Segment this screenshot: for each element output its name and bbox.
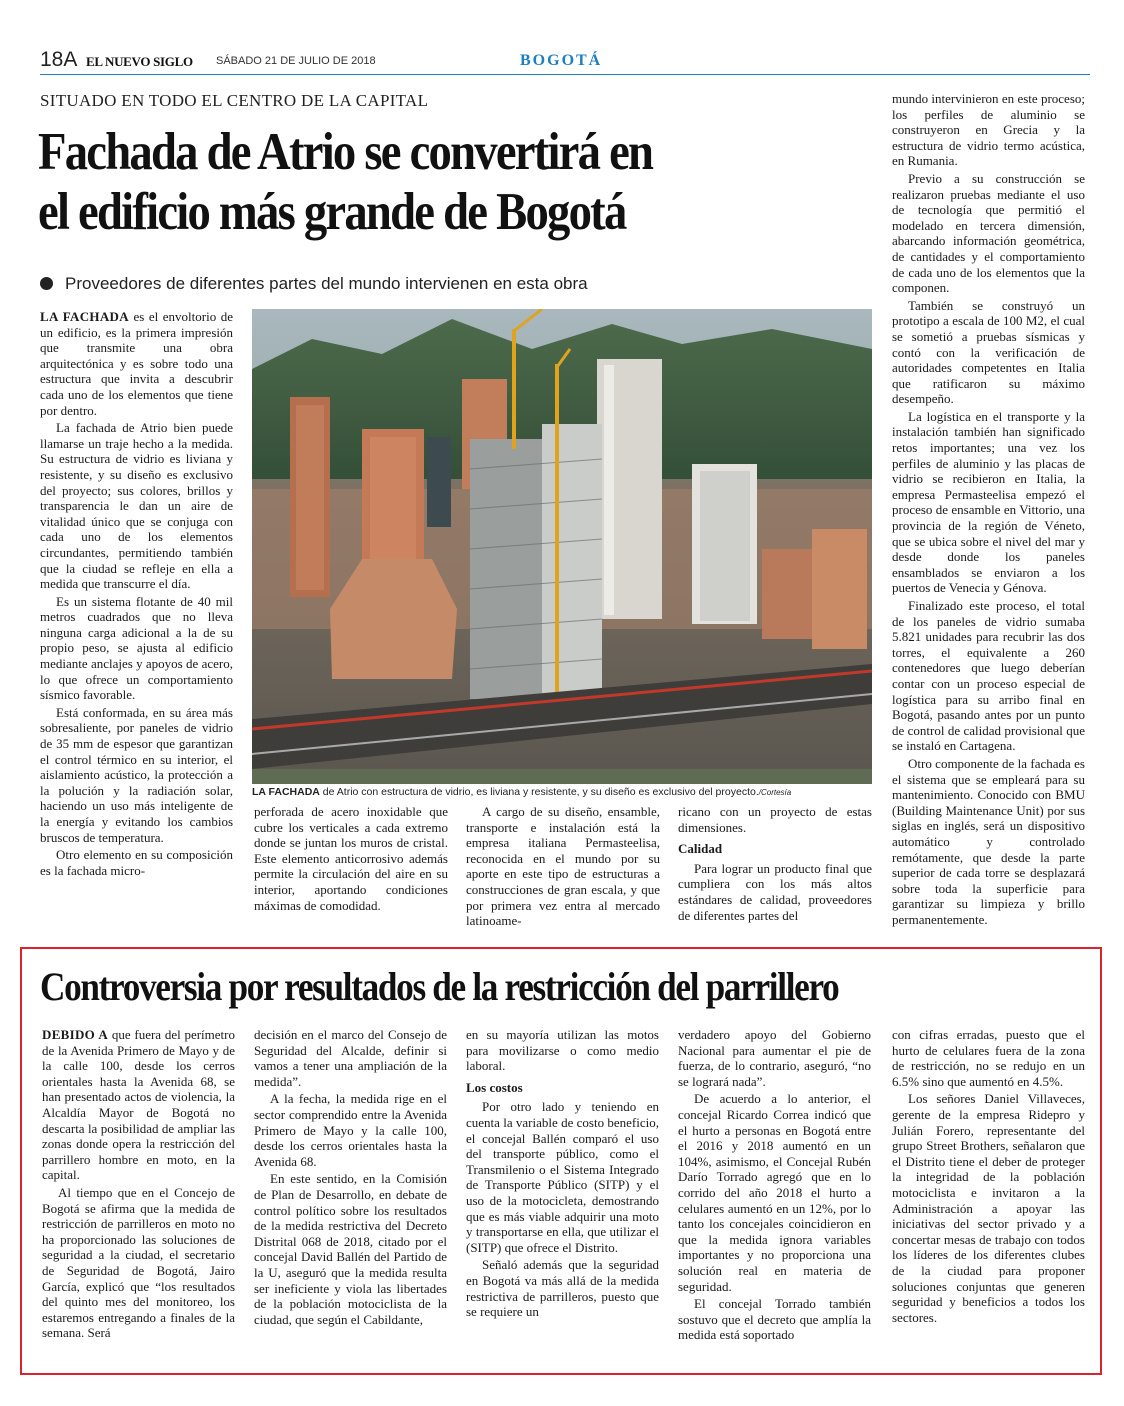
paragraph: ricano con un proyecto de estas dimensiones. bbox=[678, 804, 872, 835]
paragraph: Los señores Daniel Villaveces, gerente de la empresa Ridepro y Julián Forero, representante del grupo Street Brothers, señalaron que el Distrito tiene el deber de proteger la integridad de la población motociclista e invitaron a la Administración a apoyar las iniciativas del sector privado y a concertar mesas de trabajo con todos los líderes de los diferentes clubes de la ciudad para proponer soluciones conjuntas que generen seguridad y beneficios a todos los sectores. bbox=[892, 1091, 1085, 1325]
article2-column-3 bbox=[466, 1027, 659, 1322]
paragraph: LA FACHADA es el envoltorio de un edificio, es la primera impresión que transmite una obra arquitectónica y es sobre todo una estructura que invita a descubrir cada uno de los elementos que tiene por dentro. bbox=[40, 309, 233, 418]
photo-caption bbox=[252, 786, 872, 798]
photo-credit: /Cortesía bbox=[758, 788, 792, 797]
paragraph: A cargo de su diseño, ensamble, transporte e instalación está la empresa italiana Permasteelisa, reconocida en el mundo por su aporte en este tipo de estructuras a construcciones de gran escala, y que por primera vez entra al mercado latinoame- bbox=[466, 804, 660, 929]
city-skyline-illustration bbox=[252, 309, 872, 784]
lead-in: LA FACHADA bbox=[40, 309, 129, 324]
article1-column-3 bbox=[466, 804, 660, 931]
paragraph: mundo intervinieron en este proceso; los perfiles de aluminio se construyeron en Grecia y la estructura de vidrio termo acústica, en Rumania. bbox=[892, 91, 1085, 169]
article1-column-5 bbox=[892, 91, 1085, 929]
caption-lead: LA FACHADA bbox=[252, 786, 320, 798]
bullet-icon bbox=[40, 277, 53, 290]
article2-column-1 bbox=[42, 1027, 235, 1343]
paragraph: A la fecha, la medida rige en el sector comprendido entre la Avenida Primero de Mayo y la calle 100, desde los cerros orientales hasta la Avenida 68. bbox=[254, 1091, 447, 1169]
paragraph: Por otro lado y teniendo en cuenta la variable de costo beneficio, el concejal Ballén comparó el uso del transporte público, como el Transmilenio o el Sistema Integrado de Transporte Público (SITP) y el uso de la motocicleta, demostrando que es más viable adquirir una moto y transportarse en ella, que utilizar el (SITP) que ofrece el Distrito. bbox=[466, 1099, 659, 1255]
paragraph: decisión en el marco del Consejo de Seguridad del Alcalde, definir si vamos a tener una ampliación de la medida”. bbox=[254, 1027, 447, 1089]
paragraph: Otro componente de la fachada es el sistema que se empleará para su mantenimiento. Conocido con BMU (Building Maintenance Unit) por sus siglas en inglés, será un dispositivo automático y controlado remótamente, que desde la parte superior de cada torre se desplazará sobre toda la superficie para garantizar su limpieza y brillo permanentemente. bbox=[892, 755, 1085, 927]
subhead-text: Proveedores de diferentes partes del mundo intervienen en esta obra bbox=[65, 274, 588, 293]
paragraph: Al tiempo que en el Concejo de Bogotá se afirma que la medida de restricción de parrilleros en moto no ha proporcionado las soluciones de seguridad a la ciudad, el secretario de Seguridad de Bogotá, Jairo García, explicó que “los resultados del quinto mes del monitoreo, los estaremos entregando a finales de la semana. Será bbox=[42, 1184, 235, 1341]
paragraph: La logística en el transporte y la instalación también han significado retos importantes; una vez los perfiles de aluminio y las placas de vidrio se recibieron en Italia, la empresa Permasteelisa empezó el proceso de ensamble en Vittorio, una provincia de la región de Véneto, que se ubica sobre el nivel del mar y desde donde los paneles ensamblados se enviaron a los puertos de Venecia y Génova. bbox=[892, 408, 1085, 596]
paragraph: DEBIDO A que fuera del perímetro de la Avenida Primero de Mayo y de la calle 100, desde los cerros orientales hasta la Avenida 68, se han presentado actos de violencia, la Alcaldía Mayor de Bogotá no descarta la posibilidad de ampliar las zonas donde opera la restricción del parrillero hombre en moto, en la capital. bbox=[42, 1027, 235, 1183]
section-subhead: Los costos bbox=[466, 1079, 523, 1095]
article1-column-1 bbox=[40, 309, 233, 880]
article1-column-4 bbox=[678, 804, 872, 925]
paragraph: Otro elemento en su composición es la fachada micro- bbox=[40, 847, 233, 878]
folio bbox=[40, 46, 1090, 76]
paragraph: La fachada de Atrio bien puede llamarse un traje hecho a la medida. Su estructura de vidrio es liviana y resistente, y su diseño es exclusivo del proyecto; sus colores, brillos y transparencia le dan un aire de vitalidad único que se conjuga con cada uno de los elementos circundantes, permitiendo también que la ciudad se refleje en ella a medida que transcurre el día. bbox=[40, 420, 233, 592]
paragraph: verdadero apoyo del Gobierno Nacional para aumentar el pie de fuerza, de lo contrario, aseguró, “no se logrará nada”. bbox=[678, 1027, 871, 1089]
headline-line-2: el edificio más grande de Bogotá bbox=[38, 183, 626, 241]
paragraph: De acuerdo a lo anterior, el concejal Ricardo Correa indicó que el hurto a personas en Bogotá entre el 2016 y 2018 aumentó en un 104%, asimismo, el Concejal Rubén Darío Torrado agregó que en lo corrido del año 2018 el hurto a celulares aumentó en un 12%, por lo tanto los concejales coincidieron en que la medida ignora variables importantes y no proporciona una solución real en materia de seguridad. bbox=[678, 1091, 871, 1294]
paragraph: Finalizado este proceso, el total de los paneles de vidrio sumaba 5.821 unidades para recubrir las dos torres, el equivalente a 260 contenedores que luego deberían contar con un proceso especial de logística para su arribo final en Bogotá, pasando antes por un punto de control de calidad provisional que se instaló en Cartagena. bbox=[892, 598, 1085, 754]
article2-column-2 bbox=[254, 1027, 447, 1329]
issue-date: SÁBADO 21 DE JULIO DE 2018 bbox=[216, 55, 376, 67]
headline-line-1: Fachada de Atrio se convertirá en bbox=[38, 123, 653, 181]
page-number: 18A bbox=[40, 48, 78, 71]
paragraph: Previo a su construcción se realizaron pruebas mediante el uso de tecnología que permitió el modelado en tercera dimensión, abarcando información geométrica, de cantidades y el comportamiento de cada uno de los elementos que la componen. bbox=[892, 170, 1085, 296]
folio-rule bbox=[40, 74, 1090, 75]
article-kicker: SITUADO EN TODO EL CENTRO DE LA CAPITAL bbox=[40, 91, 429, 110]
section-name: BOGOTÁ bbox=[520, 52, 603, 69]
paragraph: También se construyó un prototipo a escala de 100 M2, el cual se sometió a pruebas sísmicas y contó con la verificación de autoridades competentes en Italia que ratificaron su máximo desempeño. bbox=[892, 297, 1085, 407]
paragraph: Señaló además que la seguridad en Bogotá va más allá de la medida restrictiva de parrilleros, puesto que se requiere un bbox=[466, 1257, 659, 1320]
newspaper-name: EL NUEVO SIGLO bbox=[86, 54, 193, 69]
lead-in: DEBIDO A bbox=[42, 1027, 109, 1042]
paragraph: perforada de acero inoxidable que cubre los verticales a cada extremo donde se juntan los muros de cristal. Este elemento anticorrosivo además permite la circulación del aire en su interior, aportando condiciones máximas de comodidad. bbox=[254, 804, 448, 913]
article2-column-4 bbox=[678, 1027, 871, 1345]
paragraph: En este sentido, en la Comisión de Plan de Desarrollo, en debate de control político sobre los resultados de la medida restrictiva del Decreto Distrital 068 de 2018, citado por el concejal David Ballén del Partido de la U, aseguró que la medida resulta ser ineficiente y viola las libertades de la población motociclista de la ciudad, que según el Cabildante, bbox=[254, 1171, 447, 1327]
section-subhead: Calidad bbox=[678, 841, 723, 857]
caption-text: de Atrio con estructura de vidrio, es liviana y resistente, y su diseño es exclusivo del proyecto. bbox=[319, 786, 759, 798]
construction-photo bbox=[252, 309, 872, 784]
paragraph: Para lograr un producto final que cumpliera con los más altos estándares de calidad, proveedores de diferentes partes del bbox=[678, 860, 872, 923]
paragraph: en su mayoría utilizan las motos para movilizarse o como medio laboral. bbox=[466, 1027, 659, 1074]
paragraph: Es un sistema flotante de 40 mil metros cuadrados que no lleva ninguna carga adicional a la de su propio peso, se ajusta al edificio mediante anclajes y apoyos de acero, lo que ofrece un comportamiento sísmico favorable. bbox=[40, 593, 233, 703]
article1-column-2 bbox=[254, 804, 448, 915]
article2-column-5 bbox=[892, 1027, 1085, 1327]
article2-headline: Controversia por resultados de la restricción del parrillero bbox=[40, 964, 839, 1009]
paragraph: Está conformada, en su área más sobresaliente, por paneles de vidrio de 35 mm de espesor que garantizan el control térmico en su interior, el aislamiento acústico, la protección a la polución y la radiación solar, haciendo un uso más inteligente de la energía y evitando los cambios bruscos de temperatura. bbox=[40, 704, 233, 845]
article-headline bbox=[38, 122, 768, 242]
paragraph: El concejal Torrado también sostuvo que el decreto que amplía la medida está soportado bbox=[678, 1296, 871, 1343]
article-subhead bbox=[40, 274, 588, 294]
paragraph: con cifras erradas, puesto que el hurto de celulares fuera de la zona de restricción, no se redujo en un 6.5% sino que aumentó en 4.5%. bbox=[892, 1027, 1085, 1089]
